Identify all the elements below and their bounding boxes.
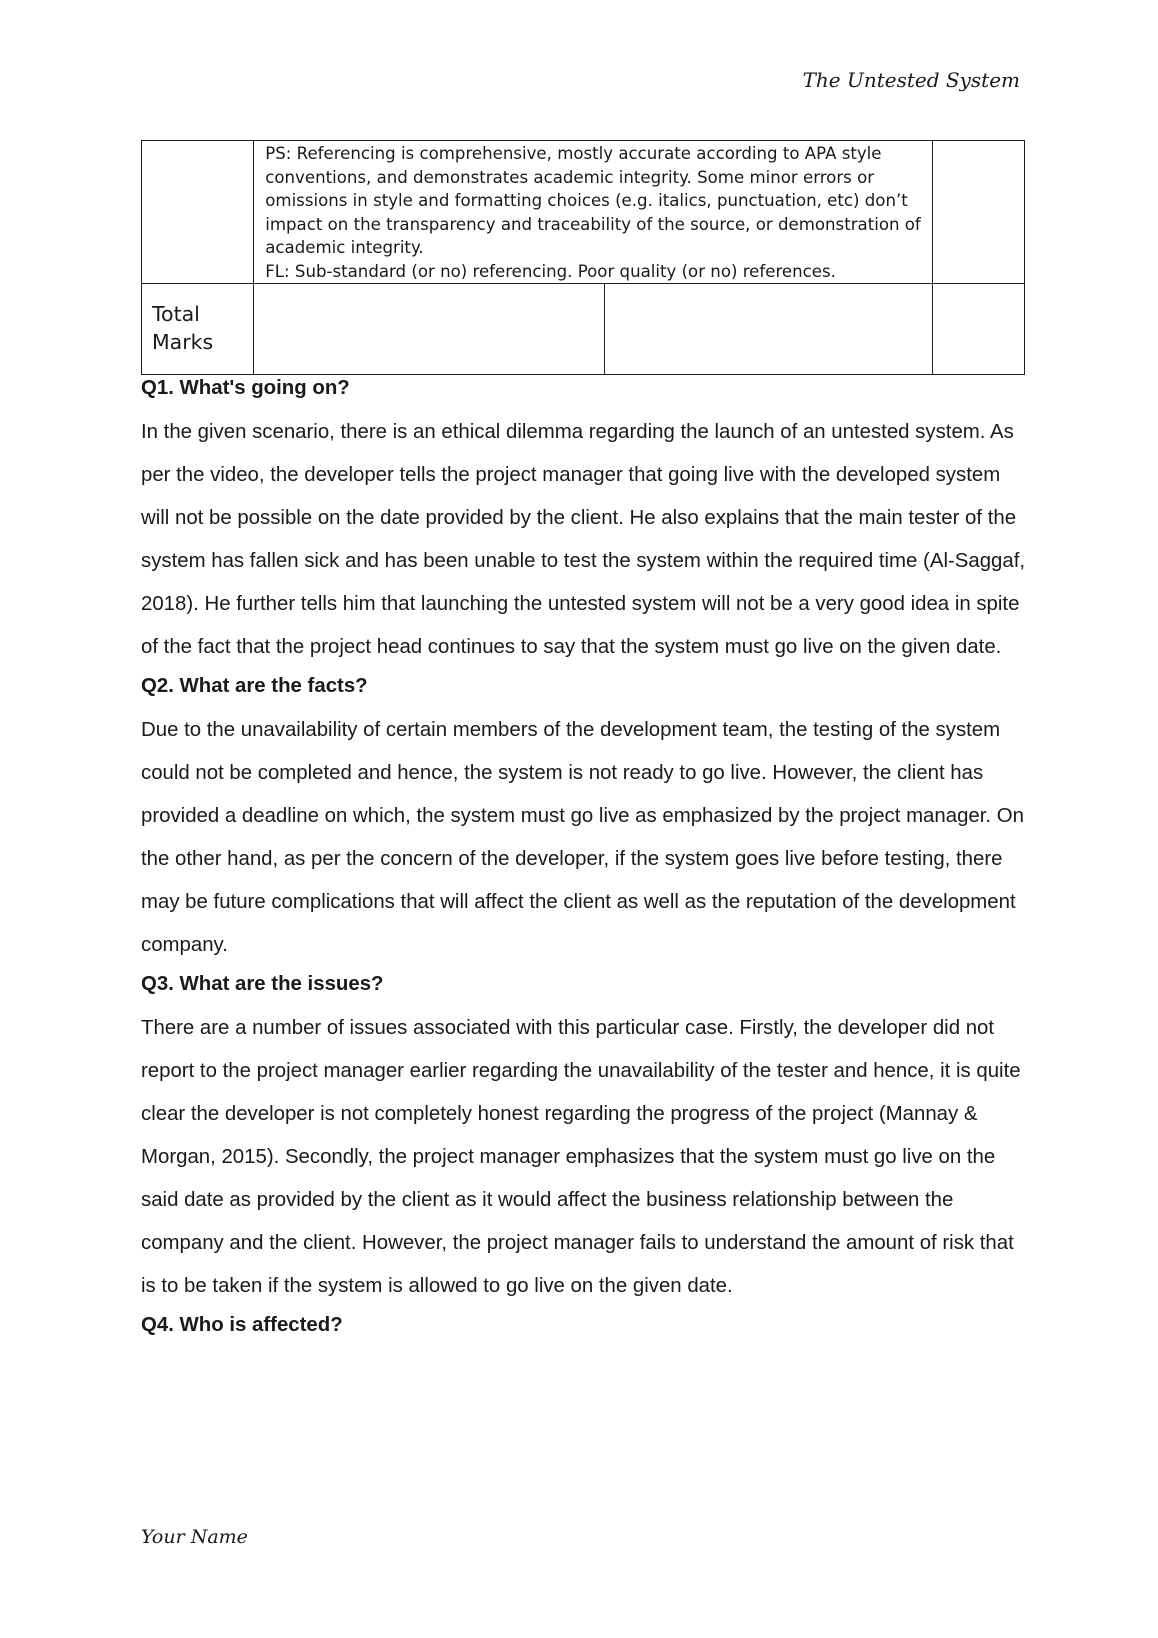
- total-label-line1: Total: [152, 302, 200, 326]
- total-label-line2: Marks: [152, 330, 214, 354]
- total-cell-2: [605, 284, 933, 375]
- running-header: The Untested System: [802, 68, 1020, 92]
- section-heading-q3: Q3. What are the issues?: [141, 973, 384, 995]
- section-body-q1: In the given scenario, there is an ethical dilemma regarding the launch of an untested system. As per the video, the developer tells the project manager that going live with the developed system will not be possible on the date provided by the client. He also explains that the main tester of the system has fallen sick and has been unable to test the system within the required time (Al-Saggaf, 2018). He further tells him that launching the untested system will not be a very good idea in spite of the fact that the project head continues to say that the system must go live on the given date.: [141, 421, 1026, 658]
- section-heading-q2: Q2. What are the facts?: [141, 675, 368, 697]
- total-marks-label-cell: [142, 284, 254, 375]
- rubric-cell-empty: [142, 141, 254, 284]
- total-cell-1: [254, 284, 605, 375]
- rubric-table: [141, 140, 1025, 375]
- total-cell-3: [932, 284, 1024, 375]
- rubric-referencing-row: [142, 141, 1025, 284]
- running-footer: Your Name: [141, 1526, 248, 1548]
- rubric-criteria-cell: [254, 141, 933, 284]
- rubric-ps-text: PS: Referencing is comprehensive, mostly accurate according to APA style conventions, and demonstrates academic integrity. Some minor errors or omissions in style and formatting choices (e.g. italics, punctuation, etc) don’t impact on the transparency and traceability of the source, or demonstration of academic integrity.: [265, 144, 921, 257]
- rubric-fl-text: FL: Sub-standard (or no) referencing. Poor quality (or no) references.: [265, 261, 836, 281]
- rubric-total-row: [142, 284, 1025, 375]
- section-heading-q4: Q4. Who is affected?: [141, 1314, 343, 1336]
- document-body: [141, 375, 1031, 1348]
- section-body-q3: There are a number of issues associated with this particular case. Firstly, the developer did not report to the project manager earlier regarding the unavailability of the tester and hence, it is quite clear the developer is not completely honest regarding the progress of the project (Mannay & Morgan, 2015). Secondly, the project manager emphasizes that the system must go live on the said date as provided by the client as it would affect the business relationship between the company and the client. However, the project manager fails to understand the amount of risk that is to be taken if the system is allowed to go live on the given date.: [141, 1017, 1021, 1297]
- rubric-cell-mark: [932, 141, 1024, 284]
- section-body-q2: Due to the unavailability of certain members of the development team, the testing of the system could not be completed and hence, the system is not ready to go live. However, the client has provided a deadline on which, the system must go live as emphasized by the project manager. On the other hand, as per the concern of the developer, if the system goes live before testing, there may be future complications that will affect the client as well as the reputation of the development company.: [141, 719, 1024, 956]
- section-heading-q1: Q1. What's going on?: [141, 377, 350, 399]
